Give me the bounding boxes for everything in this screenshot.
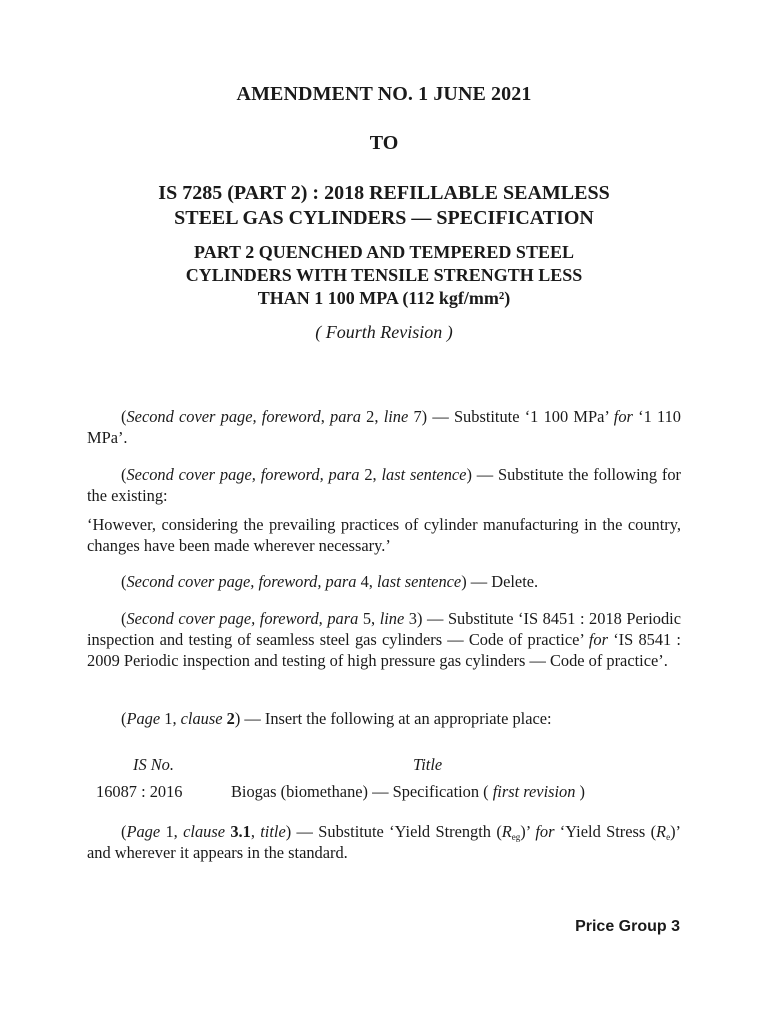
amendment-item-4: (Second cover page, foreword, para 5, line 3) — Substitute ‘IS 8451 : 2018 Periodic inspection and testing of seamless steel gas cylinders — Code of practice’ for ‘IS 8541 : 2009 Periodic inspection and testing of high pressure gas cylinders — Code of practice’.	[87, 609, 682, 670]
standard-title	[0, 181, 768, 231]
table-header-title: Title	[413, 755, 443, 774]
amendment-item-3: (Second cover page, foreword, para 4, last sentence) — Delete.	[121, 572, 539, 591]
amendment-item-2: (Second cover page, foreword, para 2, last sentence) — Substitute the following for the existing:	[87, 465, 681, 505]
amendment-item-1: (Second cover page, foreword, para 2, line 7) — Substitute ‘1 100 MPa’ for ‘1 110 MPa’.	[87, 407, 681, 447]
price-group: Price Group 3	[575, 918, 680, 935]
standard-title-line-2: STEEL GAS CYLINDERS — SPECIFICATION	[174, 207, 594, 229]
part-title	[0, 241, 768, 310]
part-title-line-2: CYLINDERS WITH TENSILE STRENGTH LESS	[185, 265, 583, 285]
standard-title-line-1: IS 7285 (PART 2) : 2018 REFILLABLE SEAMLESS	[158, 182, 610, 204]
to-heading: TO	[369, 132, 399, 154]
table-cell-is-no: 16087 : 2016	[96, 782, 183, 801]
amendment-item-2-quote: ‘However, considering the prevailing practices of cylinder manufacturing in the country, changes have been made wherever necessary.’	[87, 515, 681, 555]
amendment-item-5: (Page 1, clause 2) — Insert the following at an appropriate place:	[121, 709, 552, 728]
part-title-line-3: THAN 1 100 MPA (112 kgf/mm²)	[257, 288, 511, 308]
part-title-line-1: PART 2 QUENCHED AND TEMPERED STEEL	[194, 242, 574, 262]
table-header-is-no: IS No.	[133, 755, 174, 774]
amendment-heading: AMENDMENT NO. 1 JUNE 2021	[236, 83, 532, 105]
amendment-item-6: (Page 1, clause 3.1, title) — Substitute ‘Yield Strength $(R_{eg})$’ for ‘Yield Stress $(R_e)$’ and wherever it appears in the standard.	[87, 822, 681, 862]
table-cell-title: Biogas (biomethane) — Specification ( first revision )	[231, 782, 586, 801]
revision-note: ( Fourth Revision )	[315, 322, 453, 342]
